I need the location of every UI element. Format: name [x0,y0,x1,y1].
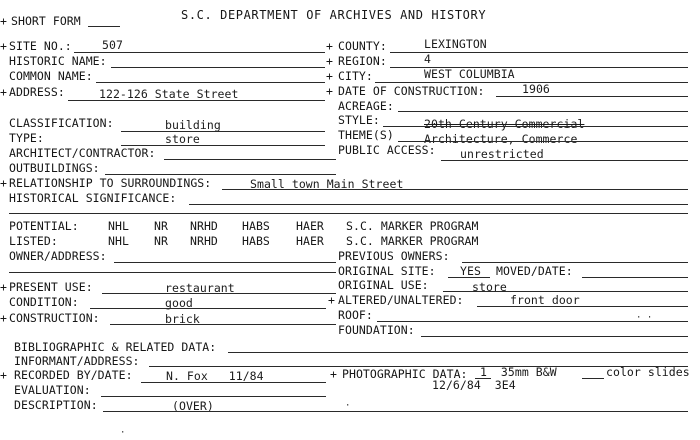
date-of-construction-value: 1906 [522,82,550,96]
evaluation-label: EVALUATION: [14,383,91,397]
public-access-value: unrestricted [460,147,544,161]
description-line [103,411,688,412]
owner-line [114,262,336,263]
style-label: STYLE: [338,113,380,127]
altered-label: ALTERED/UNALTERED: [338,293,464,307]
foundation-line [421,336,688,337]
plus-mark: + [328,293,335,307]
historic-name-line [111,67,325,68]
historic-name-label: HISTORIC NAME: [9,54,107,68]
date-line [496,96,688,97]
recorded-by-line [141,382,326,383]
description-label: DESCRIPTION: [14,398,98,412]
county-line [390,52,688,53]
foundation-label: FOUNDATION: [338,323,415,337]
photographic-data-label: PHOTOGRAPHIC DATA: [342,367,468,381]
original-site-label: ORIGINAL SITE: [338,264,436,278]
plus-mark: + [326,69,333,83]
code-habs: HABS [242,219,270,233]
code-nhl: NHL [108,234,129,248]
plus-mark: + [330,367,337,381]
color-slides-label: color slides [606,365,690,379]
code-nrhd: NRHD [190,234,218,248]
short-form-line [88,26,120,27]
theme-label: THEME(S) [338,128,394,142]
stray-dot: · [120,428,126,438]
previous-owners-line [462,262,688,263]
photo-roll-value: 12/6/84 3E4 [432,378,516,392]
stray-marks: · · [636,313,653,323]
relationship-value: Small town Main Street [250,177,404,191]
bibliographic-label: BIBLIOGRAPHIC & RELATED DATA: [14,340,217,354]
outbuildings-label: OUTBUILDINGS: [9,161,100,175]
classification-value: building [165,118,221,132]
code-haer: HAER [296,234,324,248]
present-use-line [102,293,336,294]
outbuildings-line [105,174,336,175]
address-label: ADDRESS: [9,85,65,99]
acreage-line [398,111,688,112]
theme-line [398,141,688,142]
code-nrhd: NRHD [190,219,218,233]
evaluation-line [101,396,326,397]
photographic-data-value: 1 35mm B&W [480,365,557,379]
recorded-by-label: RECORDED BY/DATE: [14,368,133,382]
plus-mark: + [0,368,7,382]
plus-mark: + [0,280,7,294]
moved-date-line [582,277,688,278]
plus-mark: + [0,176,7,190]
relationship-line [222,189,688,190]
owner-line-2 [9,272,336,273]
original-site-line [448,277,490,278]
original-use-label: ORIGINAL USE: [338,278,429,292]
county-label: COUNTY: [338,39,387,53]
plus-mark: + [0,14,7,28]
original-use-line [443,291,688,292]
original-site-value: YES [460,264,481,278]
potential-label: POTENTIAL: [9,219,79,233]
public-access-label: PUBLIC ACCESS: [338,143,436,157]
plus-mark: + [326,54,333,68]
address-line [68,100,325,101]
common-name-label: COMMON NAME: [9,69,93,83]
architect-label: ARCHITECT/CONTRACTOR: [9,146,156,160]
description-value: (OVER) [172,399,214,413]
plus-mark: + [326,84,333,98]
city-label: CITY: [338,69,373,83]
site-no-label: SITE NO.: [9,39,72,53]
code-nhl: NHL [108,219,129,233]
short-form-label: SHORT FORM [11,14,81,28]
stray-dot: · [345,401,351,411]
style-value: 20th Century Commercial [424,117,585,131]
original-use-value: store [472,280,507,294]
condition-value: good [165,296,193,310]
roof-label: ROOF: [338,308,373,322]
type-value: store [165,132,200,146]
plus-mark: + [0,311,7,325]
plus-mark: + [326,39,333,53]
region-label: REGION: [338,54,387,68]
present-use-value: restaurant [165,281,235,295]
classification-line [121,131,325,132]
common-name-line [96,82,325,83]
site-no-value: 507 [102,38,123,52]
code-habs: HABS [242,234,270,248]
architect-line [164,159,336,160]
relationship-label: RELATIONSHIP TO SURROUNDINGS: [9,176,212,190]
bibliographic-line [228,352,688,353]
form-title: S.C. DEPARTMENT OF ARCHIVES AND HISTORY [181,8,487,22]
acreage-label: ACREAGE: [338,99,394,113]
theme-value: Architecture, Commerce [424,132,578,146]
code-nr: NR [154,234,168,248]
significance-line-2 [9,213,688,214]
present-use-label: PRESENT USE: [9,280,93,294]
address-value: 122-126 State Street [99,87,239,101]
type-label: TYPE: [9,131,44,145]
marker-program: S.C. MARKER PROGRAM [346,219,479,233]
city-value: WEST COLUMBIA [424,67,515,81]
marker-program: S.C. MARKER PROGRAM [346,234,479,248]
altered-value: front door [510,293,580,307]
plus-mark: + [0,85,7,99]
construction-line [110,324,336,325]
owner-address-label: OWNER/ADDRESS: [9,249,107,263]
construction-value: brick [165,312,200,326]
recorded-by-value: N. Fox 11/84 [166,369,264,383]
style-line [383,126,688,127]
significance-line [189,204,688,205]
altered-line [477,306,688,307]
condition-label: CONDITION: [9,295,79,309]
significance-label: HISTORICAL SIGNIFICANCE: [9,191,177,205]
plus-mark: + [0,39,7,53]
date-of-construction-label: DATE OF CONSTRUCTION: [338,84,485,98]
color-slides-line [582,378,604,379]
county-value: LEXINGTON [424,37,487,51]
code-nr: NR [154,219,168,233]
construction-label: CONSTRUCTION: [9,311,100,325]
region-value: 4 [424,52,431,66]
previous-owners-label: PREVIOUS OWNERS: [338,249,450,263]
classification-label: CLASSIFICATION: [9,116,114,130]
public-access-line [441,160,688,161]
moved-date-label: MOVED/DATE: [496,264,573,278]
code-haer: HAER [296,219,324,233]
listed-label: LISTED: [9,234,58,248]
condition-line [90,308,326,309]
site-no-line [74,52,325,53]
informant-label: INFORMANT/ADDRESS: [14,354,140,368]
